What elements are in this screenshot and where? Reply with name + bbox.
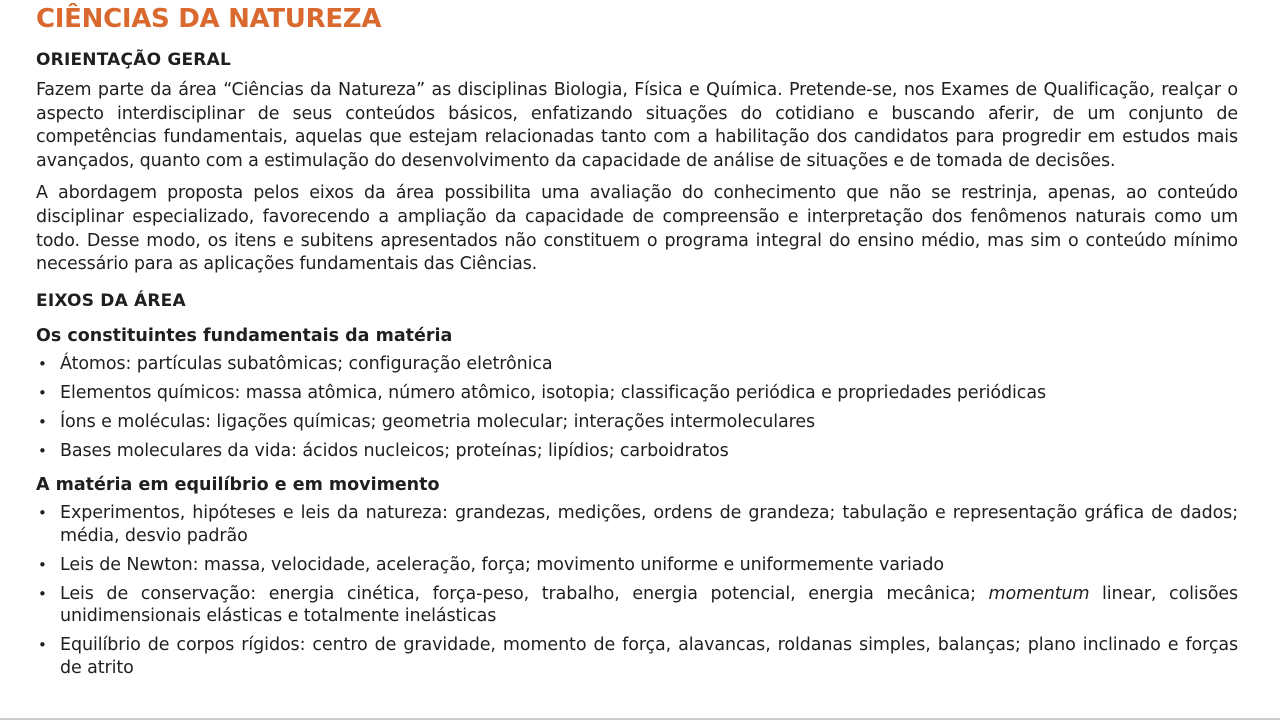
orientacao-paragraph-1: Fazem parte da área “Ciências da Natureza” as disciplinas Biologia, Física e Química. Pretende-se, nos Exames de Qualificação, realçar o aspecto interdisciplinar de seus conteúdos básicos, enfatizando situações do cotidiano e buscando aferir, de um conjunto de competências fundamentais, aquelas que estejam relacionadas tanto com a habilitação dos candidatos para progredir em estudos mais avançados, quanto com a estimulação do desenvolvimento da capacidade de análise de situações e de tomada de decisões. <box>36 80 1238 171</box>
bullet-icon: • <box>38 354 47 373</box>
list-item: • Átomos: partículas subatômicas; configuração eletrônica <box>38 353 553 374</box>
page-title: CIÊNCIAS DA NATUREZA <box>36 4 382 34</box>
orientacao-paragraph-2: A abordagem proposta pelos eixos da área possibilita uma avaliação do conhecimento que não se restrinja, apenas, ao conteúdo disciplinar especializado, favorecendo a ampliação da capacidade de compreensão e interpretação dos fenômenos naturais como um todo. Desse modo, os itens e subitens apresentados não constituem o programa integral do ensino médio, mas sim o conteúdo mínimo necessário para as aplicações fundamentais das Ciências. <box>36 183 1238 275</box>
materia-equilibrio-list <box>36 502 1238 679</box>
bullet-icon: • <box>38 555 47 574</box>
bullet-icon: • <box>38 383 47 402</box>
bullet-icon: • <box>38 441 47 460</box>
eixos-heading: EIXOS DA ÁREA <box>36 290 186 311</box>
bullet-icon: • <box>38 504 47 523</box>
list-item: • Elementos químicos: massa atômica, número atômico, isotopia; classificação periódica e propriedades periódicas <box>38 382 1046 403</box>
orientacao-heading: ORIENTAÇÃO GERAL <box>36 50 231 70</box>
list-item: • Leis de conservação: energia cinética, força-peso, trabalho, energia potencial, energia mecânica; momentum linear, colisões unidimensionais elásticas e totalmente inelásticas <box>38 583 1239 627</box>
document-page <box>36 0 1238 679</box>
section-title-materia-equilibrio: A matéria em equilíbrio e em movimento <box>36 475 440 496</box>
list-item: • Leis de Newton: massa, velocidade, aceleração, força; movimento uniforme e uniformemente variado <box>38 554 944 575</box>
list-item: • Íons e moléculas: ligações químicas; geometria molecular; interações intermoleculares <box>38 411 816 432</box>
bullet-icon: • <box>38 584 47 603</box>
constituintes-list <box>36 353 1238 463</box>
list-item: • Experimentos, hipóteses e leis da natureza: grandezas, medições, ordens de grandeza; tabulação e representação gráfica de dados; média, desvio padrão <box>38 503 1238 546</box>
bullet-icon: • <box>38 636 47 655</box>
section-title-constituintes: Os constituintes fundamentais da matéria <box>36 325 453 346</box>
list-item: • Bases moleculares da vida: ácidos nucleicos; proteínas; lipídios; carboidratos <box>38 440 729 461</box>
bullet-icon: • <box>38 412 47 431</box>
list-item: • Equilíbrio de corpos rígidos: centro de gravidade, momento de força, alavancas, roldanas simples, balanças; plano inclinado e forças de atrito <box>38 635 1238 678</box>
